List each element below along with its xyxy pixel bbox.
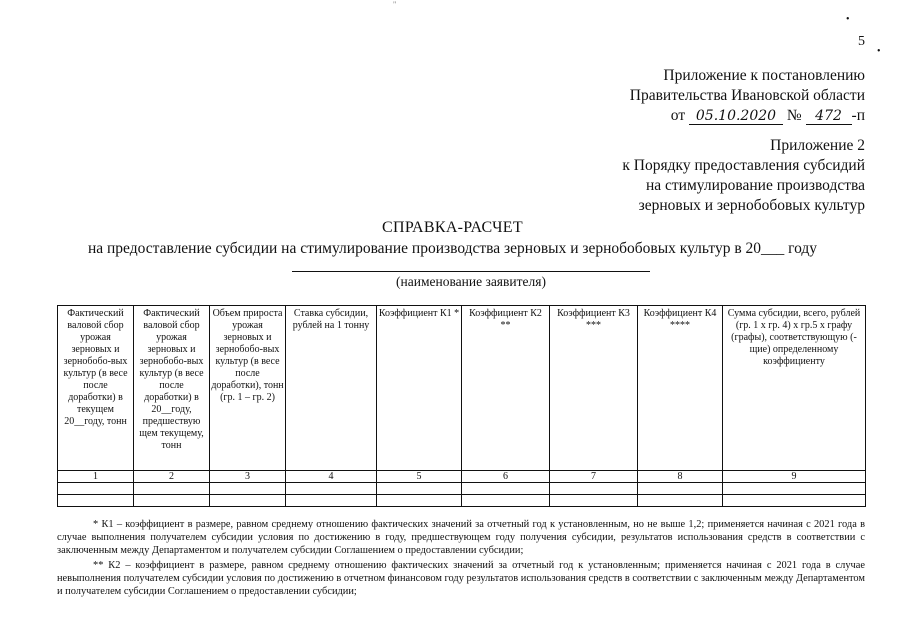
appendix-2-line3: на стимулирование производства <box>645 177 865 194</box>
date-prefix: от <box>670 107 686 124</box>
appendix-2-line2: к Порядку предоставления субсидий <box>622 157 865 174</box>
header-cell: Фактический валовой сбор урожая зерновых и зернобобо-вых культур (в весе после доработки) в текущем 20__году, тонн <box>58 306 134 471</box>
column-number: 9 <box>723 471 866 483</box>
number-sign: № <box>786 107 802 124</box>
column-number: 3 <box>210 471 286 483</box>
appendix-2-line4: зерновых и зернобобовых культур <box>638 197 865 214</box>
header-cell: Коэффициент К4 **** <box>638 306 723 471</box>
column-number: 4 <box>286 471 377 483</box>
page-number: 5 <box>858 34 865 49</box>
scan-speck: • <box>846 14 850 25</box>
table-row-empty <box>58 495 866 507</box>
column-number: 5 <box>377 471 462 483</box>
header-cell: Сумма субсидии, всего, рублей (гр. 1 х гр. 4) х гр.5 х графу (графы), соответствующую (-щие) определенному коэффициенту <box>723 306 866 471</box>
appendix-main-date-line <box>630 106 865 126</box>
number-suffix: -п <box>851 107 865 124</box>
header-cell: Коэффициент К3 *** <box>550 306 638 471</box>
date-value: 05.10.2020 <box>689 108 783 125</box>
applicant-caption: (наименование заявителя) <box>396 274 546 289</box>
column-number: 2 <box>134 471 210 483</box>
header-cell: Ставка субсидии, рублей на 1 тонну <box>286 306 377 471</box>
appendix-2 <box>622 136 865 216</box>
appendix-main-line1: Приложение к постановлению <box>663 67 865 84</box>
table-row-empty <box>58 483 866 495</box>
scan-speck: • <box>877 46 881 57</box>
footnote-k1: * К1 – коэффициент в размере, равном среднему отношению фактических значений за отчетный год к установленным, но не выше 1,2; применяется начиная с 2021 года в случае выполнения получателем субсидии условия по достижению в году, предшествующем году получения субсидии, результатов использования средств в соответствии с заключенным между Департаментом и получателем субсидии Соглашением о предоставлении субсидии; <box>57 519 865 556</box>
header-cell: Объем прироста урожая зерновых и зернобобо-вых культур (в весе после доработки), тонн (гр. 1 – гр. 2) <box>210 306 286 471</box>
footnote-k2: ** К2 – коэффициент в размере, равном среднему отношению фактических значений за отчетный год к установленным; применяется начиная с 2021 года в случае невыполнения получателем субсидии условия по достижению в отчетном финансовом году результатов использования средств в соответствии с заключенным между Департаментом и получателем субсидии Соглашением о предоставлении субсидии; <box>57 560 865 597</box>
appendix-main-line2: Правительства Ивановской области <box>629 87 865 104</box>
header-cell: Фактический валовой сбор урожая зерновых и зернобобо-вых культур (в весе после доработки) в 20__году, предшествую щем текущему, тонн <box>134 306 210 471</box>
header-cell: Коэффициент К1 * <box>377 306 462 471</box>
footnotes <box>57 518 865 600</box>
column-number: 7 <box>550 471 638 483</box>
table-number-row <box>58 471 866 483</box>
calculation-table <box>57 305 866 507</box>
scan-speck: " <box>393 0 397 9</box>
document-subtitle: на предоставление субсидии на стимулирование производства зерновых и зернобобовых культур в 20___ году <box>87 240 818 257</box>
number-value: 472 <box>806 108 852 125</box>
column-number: 6 <box>462 471 550 483</box>
column-number: 8 <box>638 471 723 483</box>
document-title: СПРАВКА-РАСЧЕТ <box>382 219 523 236</box>
header-cell: Коэффициент К2 ** <box>462 306 550 471</box>
table-header-row <box>58 306 866 471</box>
appendix-2-line1: Приложение 2 <box>770 137 865 154</box>
appendix-main <box>630 66 865 126</box>
column-number: 1 <box>58 471 134 483</box>
applicant-name-line <box>292 271 650 272</box>
